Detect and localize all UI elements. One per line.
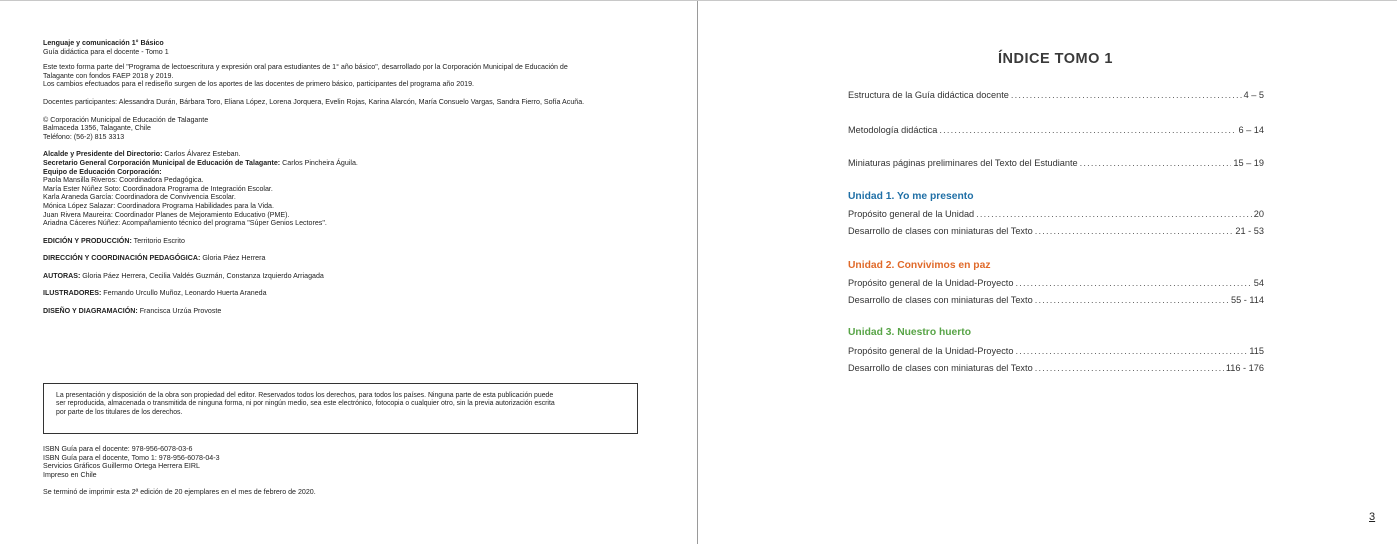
credits-intro-1: Este texto forma parte del "Programa de lectoescritura y expresión oral para estudiantes de 1° año básico", desarrollado por la Corporación Municipal de Educación de [43, 63, 568, 72]
mayor-name: Carlos Álvarez Esteban. [162, 150, 241, 159]
toc-entry[interactable] [848, 346, 1264, 356]
toc-entry-pages: 54 [1253, 278, 1264, 288]
toc-entry[interactable] [848, 158, 1264, 168]
toc-entry-pages: 15 – 19 [1233, 158, 1264, 168]
toc-entry[interactable] [848, 363, 1264, 373]
toc-entry[interactable] [848, 226, 1264, 236]
printer: Servicios Gráficos Guillermo Ortega Herrera EIRL [43, 462, 200, 471]
toc-leader [1011, 90, 1242, 100]
credits-title: Lenguaje y comunicación 1° Básico [43, 39, 164, 47]
toc-entry-label: Desarrollo de clases con miniaturas del Texto [848, 226, 1033, 236]
toc-leader [939, 125, 1236, 135]
credits-page [43, 39, 643, 316]
design-value: Francisca Urzúa Provoste [137, 307, 222, 316]
team-member: Juan Rivera Maureira: Coordinador Planes de Mejoramiento Educativo (PME). [43, 210, 290, 219]
credits-direction [43, 254, 643, 263]
toc-entry-label: Propósito general de la Unidad-Proyecto [848, 346, 1014, 356]
toc-leader [1015, 346, 1247, 356]
toc-entry-label: Propósito general de la Unidad-Proyecto [848, 278, 1014, 288]
notice-line-2: ser reproducida, almacenada o transmitida de ninguna forma, ni por ningún medio, sea este electrónico, fotocopia o cualquier otro, sin la previa autorización escrita [56, 400, 555, 408]
toc-entry[interactable] [848, 278, 1264, 288]
index-title: ÍNDICE TOMO 1 [998, 51, 1113, 67]
publication-info [43, 445, 643, 497]
toc-entry-label: Desarrollo de clases con miniaturas del Texto [848, 295, 1033, 305]
notice-line-1: La presentación y disposición de la obra son propiedad del editor. Reservados todos los derechos, para todos los países. Ninguna parte de esta publicación puede [56, 392, 554, 399]
toc-leader [1035, 295, 1229, 305]
credits-authors [43, 272, 643, 281]
mayor-label: Alcalde y Presidente del Directorio: [43, 150, 163, 159]
credits-intro-3: Los cambios efectuados para el rediseño surgen de los aportes de las docentes de primero básico, participantes del programa año 2019. [43, 80, 475, 89]
team-member: Mónica López Salazar: Coordinadora Programa Habilidades para la Vida. [43, 201, 274, 210]
credits-copyright: © Corporación Municipal de Educación de Talagante [43, 115, 209, 124]
toc-entry-pages: 4 – 5 [1243, 90, 1264, 100]
team-label: Equipo de Educación Corporación: [43, 167, 162, 176]
toc-entry-pages: 115 [1249, 346, 1264, 356]
credits-intro-2: Talagante con fondos FAEP 2018 y 2019. [43, 71, 174, 80]
credits-mayor [43, 150, 643, 159]
authors-label: AUTORAS: [43, 271, 81, 280]
unit-2-heading: Unidad 2. Convivimos en paz [848, 260, 991, 271]
toc-entry-label: Metodología didáctica [848, 125, 938, 135]
toc-leader [1080, 158, 1232, 168]
credits-illustrators [43, 289, 643, 298]
secretary-name: Carlos Pincheira Águila. [280, 158, 358, 167]
team-member: Paola Mansilla Riveros: Coordinadora Pedagógica. [43, 176, 204, 185]
isbn-guide: ISBN Guía para el docente: 978-956-6078-03-6 [43, 445, 193, 453]
page-divider [697, 1, 698, 544]
toc-entry-pages: 6 – 14 [1238, 125, 1264, 135]
unit-3-heading: Unidad 3. Nuestro huerto [848, 327, 971, 338]
toc-leader [1015, 278, 1251, 288]
printed-in: Impreso en Chile [43, 470, 97, 479]
isbn-volume: ISBN Guía para el docente, Tomo 1: 978-956-6078-04-3 [43, 453, 220, 462]
colophon: Se terminó de imprimir esta 2ª edición de 20 ejemplares en el mes de febrero de 2020. [43, 488, 316, 497]
design-label: DISEÑO Y DIAGRAMACIÓN: [43, 307, 138, 316]
toc-entry-pages: 55 - 114 [1230, 295, 1264, 305]
credits-phone: Teléfono: (56-2) 815 3313 [43, 132, 125, 141]
toc-entry-pages: 116 - 176 [1225, 363, 1264, 373]
toc-entry-pages: 21 - 53 [1235, 226, 1264, 236]
team-member: Ariadna Cáceres Núñez: Acompañamiento técnico del programa "Súper Genios Lectores". [43, 219, 327, 228]
illustrators-value: Fernando Urcullo Muñoz, Leonardo Huerta Araneda [101, 289, 267, 298]
team-member: María Ester Núñez Soto: Coordinadora Programa de Integración Escolar. [43, 184, 273, 193]
toc-leader [976, 209, 1252, 219]
edition-value: Territorio Escrito [131, 236, 185, 245]
toc-entry-pages: 20 [1253, 209, 1264, 219]
credits-design [43, 307, 643, 316]
toc-entry-label: Desarrollo de clases con miniaturas del Texto [848, 363, 1033, 373]
toc-leader [1035, 363, 1224, 373]
credits-edition [43, 237, 643, 246]
toc-entry[interactable] [848, 209, 1264, 219]
toc-entry[interactable] [848, 90, 1264, 100]
toc-leader [1035, 226, 1234, 236]
secretary-label: Secretario General Corporación Municipal de Educación de Talagante: [43, 158, 281, 167]
illustrators-label: ILUSTRADORES: [43, 289, 102, 298]
notice-line-3: por parte de los titulares de los derechos. [56, 408, 183, 416]
page-number: 3 [1369, 511, 1376, 523]
authors-value: Gloria Páez Herrera, Cecilia Valdés Guzmán, Constanza Izquierdo Arriagada [80, 271, 324, 280]
credits-teachers: Docentes participantes: Alessandra Durán, Bárbara Toro, Eliana López, Lorena Jorquera, Evelin Rojas, Karina Alarcón, María Consuelo Vargas, Sandra Fierro, Sofía Acuña. [43, 97, 585, 106]
toc-entry-label: Estructura de la Guía didáctica docente [848, 90, 1009, 100]
unit-1-heading: Unidad 1. Yo me presento [848, 191, 974, 202]
credits-subtitle: Guía didáctica para el docente - Tomo 1 [43, 47, 169, 56]
toc-entry[interactable] [848, 125, 1264, 135]
team-member: Karla Araneda García: Coordinadora de Convivencia Escolar. [43, 193, 236, 202]
toc-entry-label: Propósito general de la Unidad [848, 209, 975, 219]
direction-label: DIRECCIÓN Y COORDINACIÓN PEDAGÓGICA: [43, 254, 201, 263]
rights-notice-box [43, 383, 638, 434]
toc-entry-label: Miniaturas páginas preliminares del Texto del Estudiante [848, 158, 1078, 168]
credits-address: Balmaceda 1356, Talagante, Chile [43, 124, 151, 133]
direction-value: Gloria Páez Herrera [200, 254, 266, 263]
credits-secretary [43, 159, 643, 168]
edition-label: EDICIÓN Y PRODUCCIÓN: [43, 236, 132, 245]
toc-entry[interactable] [848, 295, 1264, 305]
